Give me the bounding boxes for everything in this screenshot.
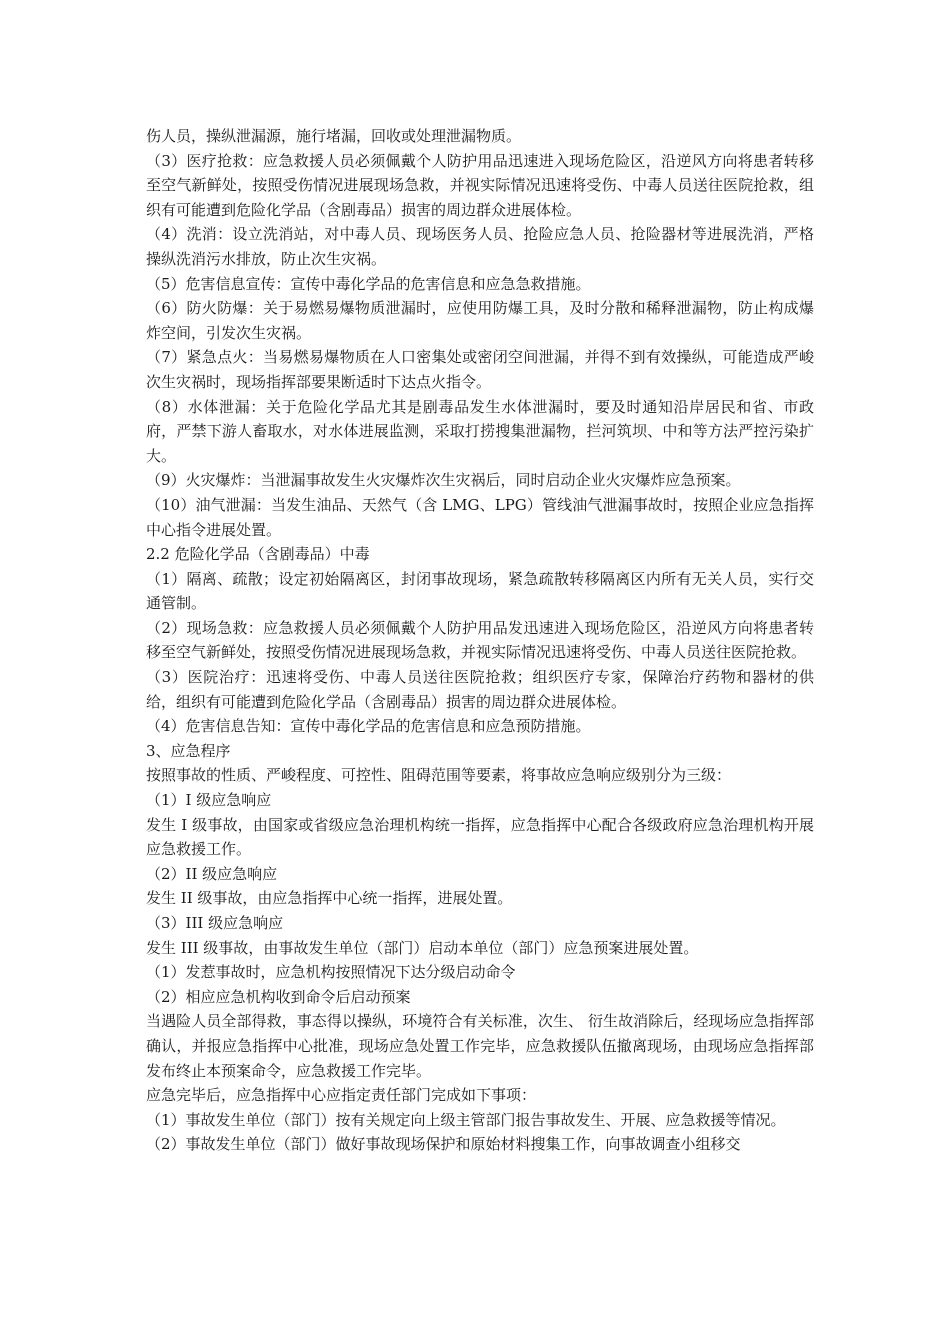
paragraph: （9）火灾爆炸：当泄漏事故发生火灾爆炸次生灾祸后，同时启动企业火灾爆炸应急预案。 — [146, 471, 741, 490]
paragraph: 应急完毕后，应急指挥中心应指定责任部门完成如下事项： — [146, 1086, 537, 1105]
paragraph: （6）防火防爆：关于易燃易爆物质泄漏时，应使用防爆工具，及时分散和稀释泄漏物，防止构成爆炸空间，引发次生灾祸。 — [146, 299, 814, 342]
paragraph: （1）I 级应急响应 — [146, 791, 272, 810]
paragraph: （10）油气泄漏：当发生油品、天然气（含 LMG、LPG）管线油气泄漏事故时，按照企业应急指挥中心指令进展处置。 — [146, 495, 814, 539]
paragraph: （4）危害信息告知：宣传中毒化学品的危害信息和应急预防措施。 — [146, 717, 591, 736]
paragraph: （7）紧急点火：当易燃易爆物质在人口密集处或密闭空间泄漏，并得不到有效操纵，可能造成严峻次生灾祸时，现场指挥部要果断适时下达点火指令。 — [146, 348, 814, 391]
paragraph: 发生 III 级事故，由事故发生单位（部门）启动本单位（部门）应急预案进展处置。 — [146, 938, 699, 957]
paragraph: （3）医疗抢救：应急救援人员必须佩戴个人防护用品迅速进入现场危险区，沿逆风方向将患者转移至空气新鲜处，按照受伤情况进展现场急救，并视实际情况迅速将受伤、中毒人员送往医院抢救，组织有可能遭到危险化学品（含剧毒品）损害的周边群众进展体检。 — [146, 151, 814, 219]
paragraph: （3）医院治疗：迅速将受伤、中毒人员送往医院抢救；组织医疗专家，保障治疗药物和器材的供给，组织有可能遭到危险化学品（含剧毒品）损害的周边群众进展体检。 — [146, 668, 814, 711]
paragraph: 发生 I 级事故，由国家或省级应急治理机构统一指挥，应急指挥中心配合各级政府应急治理机构开展应急救援工作。 — [146, 815, 814, 859]
paragraph: （1）隔离、疏散；设定初始隔离区，封闭事故现场，紧急疏散转移隔离区内所有无关人员，实行交通管制。 — [146, 569, 814, 613]
paragraph: 当遇险人员全部得救，事态得以操纵，环境符合有关标准，次生、 衍生故消除后，经现场应急指挥部确认，并报应急指挥中心批准，现场应急处置工作完毕，应急救援队伍撤离现场，由现场应急指挥部发布终止本预案命令，应急救援工作完毕。 — [146, 1012, 814, 1080]
paragraph: （1）发惹事故时，应急机构按照情况下达分级启动命令 — [146, 963, 516, 982]
section-heading: 2.2 危险化学品（含剧毒品）中毒 — [146, 545, 370, 564]
paragraph: （2）II 级应急响应 — [146, 864, 278, 883]
section-heading: 3、应急程序 — [146, 741, 231, 760]
paragraph: （3）III 级应急响应 — [146, 914, 284, 932]
paragraph: （5）危害信息宣传：宣传中毒化学品的危害信息和应急急救措施。 — [146, 274, 591, 293]
paragraph: （2）现场急救：应急救援人员必须佩戴个人防护用品发迅速进入现场危险区，沿逆风方向将患者转移至空气新鲜处，按照受伤情况进展现场急救，并视实际情况迅速将受伤、中毒人员送往医院抢救。 — [146, 618, 814, 662]
paragraph: （2）事故发生单位（部门）做好事故现场保护和原始材料搜集工作，向事故调查小组移交 — [146, 1135, 741, 1154]
paragraph: 按照事故的性质、严峻程度、可控性、阻碍范围等要素，将事故应急响应级别分为三级： — [146, 766, 732, 785]
paragraph: （4）洗消：设立洗消站，对中毒人员、现场医务人员、抢险应急人员、抢险器材等进展洗消，严格操纵洗消污水排放，防止次生灾祸。 — [146, 225, 814, 268]
paragraph: （1）事故发生单位（部门）按有关规定向上级主管部门报告事故发生、开展、应急救援等情况。 — [146, 1110, 786, 1129]
paragraph: 伤人员，操纵泄漏源，施行堵漏，回收或处理泄漏物质。 — [146, 127, 522, 145]
paragraph: （8）水体泄漏：关于危险化学品尤其是剧毒品发生水体泄漏时，要及时通知沿岸居民和省、市政府，严禁下游人畜取水，对水体进展监测，采取打捞搜集泄漏物，拦河筑坝、中和等方法严控污染扩大。 — [146, 397, 814, 465]
paragraph: （2）相应应急机构收到命令后启动预案 — [146, 987, 411, 1006]
document-body — [146, 124, 814, 1157]
paragraph: 发生 II 级事故，由应急指挥中心统一指挥，进展处置。 — [146, 889, 513, 908]
